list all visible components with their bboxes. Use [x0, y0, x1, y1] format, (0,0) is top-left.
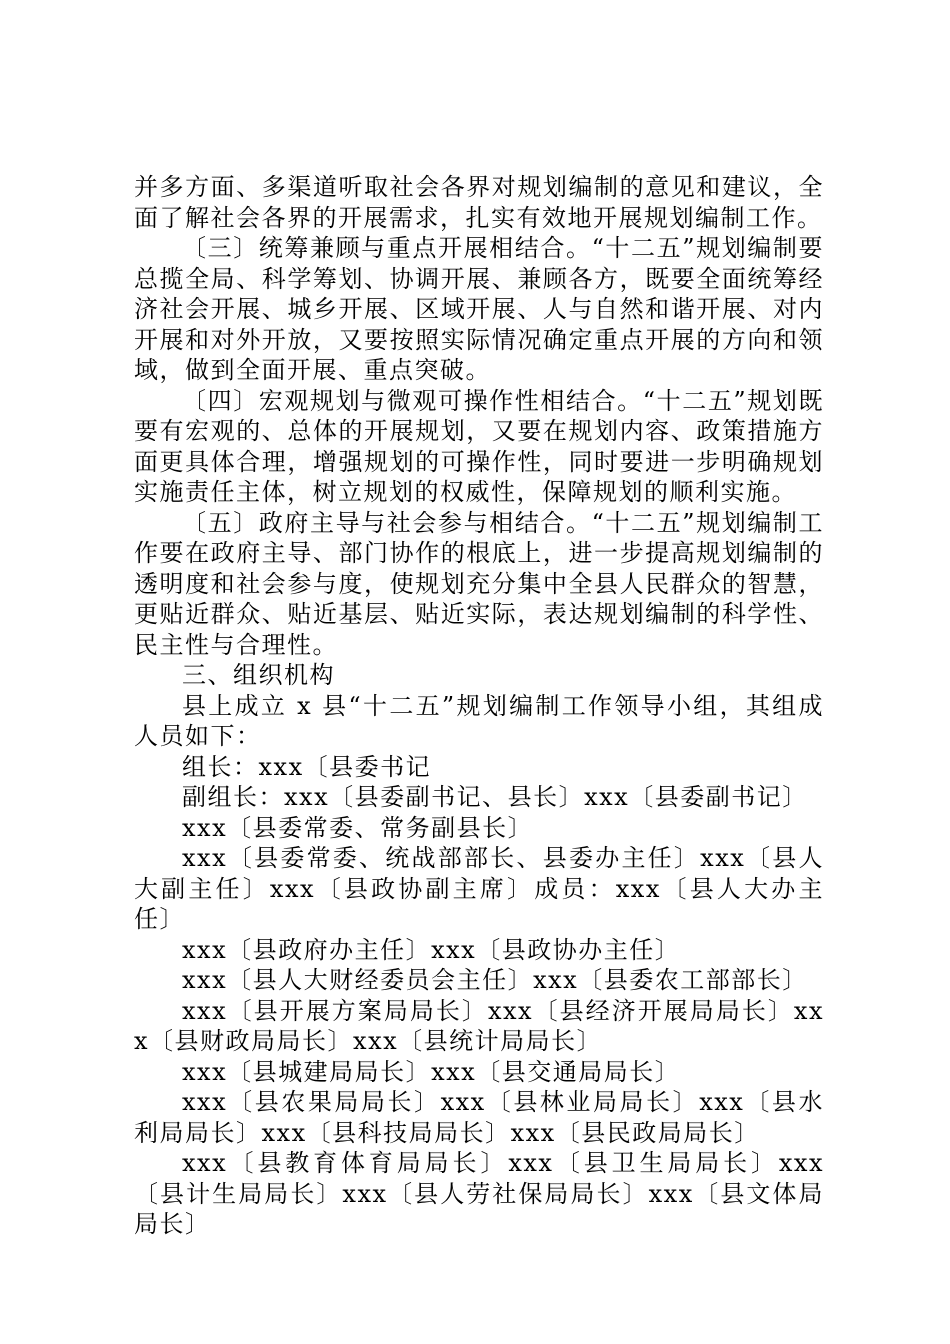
paragraph-principle-4: 〔四〕宏观规划与微观可操作性相结合。“十二五”规划既要有宏观的、总体的开展规划，又要在规划内容、政策措施方面更具体合理，增强规划的可操作性，同时要进一步明确规划实施责任主体，树立规划的权威性，保障规划的顺利实施。 [134, 386, 824, 506]
member-deputy-leaders: 副组长：xxx〔县委副书记、县长〕xxx〔县委副书记〕 [182, 783, 808, 811]
paragraph-leading-group: 县上成立 x 县“十二五”规划编制工作领导小组，其组成人员如下： [134, 691, 824, 750]
member-leader: 组长：xxx〔县委书记 [182, 752, 432, 781]
paragraph-principle-3: 〔三〕统筹兼顾与重点开展相结合。“十二五”规划编制要总揽全局、科学筹划、协调开展、兼顾各方，既要全面统筹经济社会开展、城乡开展、区域开展、人与自然和谐开展、对内开展和对外开放，又要按照实际情况确定重点开展的方向和领域，做到全面开展、重点突破。 [134, 234, 824, 384]
member-list-4: xxx〔县开展方案局局长〕xxx〔县经济开展局局长〕xxx〔县财政局局长〕xxx〔县统计局局长〕 [134, 996, 824, 1055]
document-page [134, 172, 824, 1240]
member-executive-deputy: xxx〔县委常委、常务副县长〕 [182, 813, 534, 842]
paragraph-continuation: 并多方面、多渠道听取社会各界对规划编制的意见和建议，全面了解社会各界的开展需求，扎实有效地开展规划编制工作。 [134, 173, 824, 232]
member-list-3: xxx〔县人大财经委员会主任〕xxx〔县委农工部部长〕 [182, 966, 808, 994]
member-list-2: xxx〔县政府办主任〕xxx〔县政协办主任〕 [182, 935, 681, 964]
member-list-7: xxx〔县教育体育局局长〕xxx〔县卫生局局长〕xxx〔县计生局局长〕xxx〔县人劳社保局局长〕xxx〔县文体局局长〕 [134, 1149, 824, 1238]
member-list-6: xxx〔县农果局局长〕xxx〔县林业局局长〕xxx〔县水利局局长〕xxx〔县科技局局长〕xxx〔县民政局局长〕 [134, 1088, 824, 1147]
member-list-1: xxx〔县委常委、统战部部长、县委办主任〕xxx〔县人大副主任〕xxx〔县政协副主席〕成员：xxx〔县人大办主任〕 [134, 844, 824, 933]
member-list-5: xxx〔县城建局局长〕xxx〔县交通局局长〕 [182, 1057, 681, 1086]
section-heading-organization: 三、组织机构 [182, 661, 335, 689]
paragraph-principle-5: 〔五〕政府主导与社会参与相结合。“十二五”规划编制工作要在政府主导、部门协作的根底上，进一步提高规划编制的透明度和社会参与度，使规划充分集中全县人民群众的智慧，更贴近群众、贴近基层、贴近实际，表达规划编制的科学性、民主性与合理性。 [134, 508, 824, 659]
